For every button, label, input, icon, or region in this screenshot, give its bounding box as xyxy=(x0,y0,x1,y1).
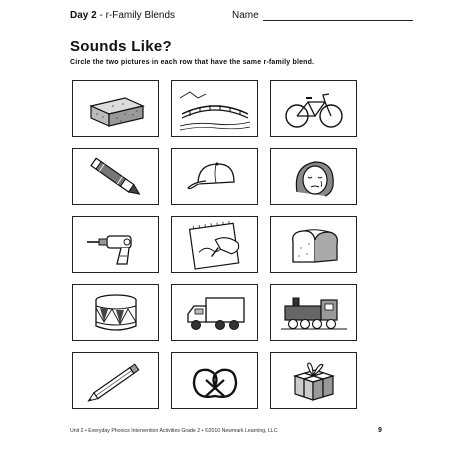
topic-label: - r-Family Blends xyxy=(96,10,176,21)
picture-cell[interactable] xyxy=(171,80,258,137)
present-icon xyxy=(275,356,353,406)
crayon-icon xyxy=(77,152,155,202)
day-label: Day 2 xyxy=(70,10,97,21)
picture-grid xyxy=(72,80,357,409)
picture-cell[interactable] xyxy=(270,80,357,137)
drill-icon xyxy=(77,220,155,270)
picture-cell[interactable] xyxy=(171,216,258,273)
brick-icon xyxy=(77,84,155,134)
page-title: Sounds Like? xyxy=(70,38,172,55)
name-line[interactable] xyxy=(263,10,413,21)
picture-cell[interactable] xyxy=(72,352,159,409)
picture-cell[interactable] xyxy=(171,352,258,409)
day-header xyxy=(70,10,175,21)
instructions: Circle the two pictures in each row that have the same r-family blend. xyxy=(70,59,315,66)
bicycle-icon xyxy=(275,84,353,134)
page-number: 9 xyxy=(378,427,382,434)
picture-cell[interactable] xyxy=(72,284,159,341)
pretzel-icon xyxy=(176,356,254,406)
picture-cell[interactable] xyxy=(270,352,357,409)
drum-icon xyxy=(77,288,155,338)
picture-cell[interactable] xyxy=(270,148,357,205)
footer-credit: Unit 2 • Everyday Phonics Intervention Activities Grade 2 • ©2010 Newmark Learning, LLC xyxy=(70,428,278,434)
name-field xyxy=(232,10,413,21)
picture-cell[interactable] xyxy=(72,216,159,273)
hand-drawing-icon xyxy=(176,220,254,270)
picture-cell[interactable] xyxy=(171,284,258,341)
girl-crying-icon xyxy=(275,152,353,202)
cap-icon xyxy=(176,152,254,202)
picture-cell[interactable] xyxy=(270,284,357,341)
pencil-icon xyxy=(77,356,155,406)
bridge-icon xyxy=(176,84,254,134)
picture-cell[interactable] xyxy=(72,148,159,205)
picture-cell[interactable] xyxy=(171,148,258,205)
name-label: Name xyxy=(232,10,259,21)
bread-icon xyxy=(275,220,353,270)
truck-icon xyxy=(176,288,254,338)
picture-cell[interactable] xyxy=(270,216,357,273)
train-icon xyxy=(275,288,353,338)
picture-cell[interactable] xyxy=(72,80,159,137)
